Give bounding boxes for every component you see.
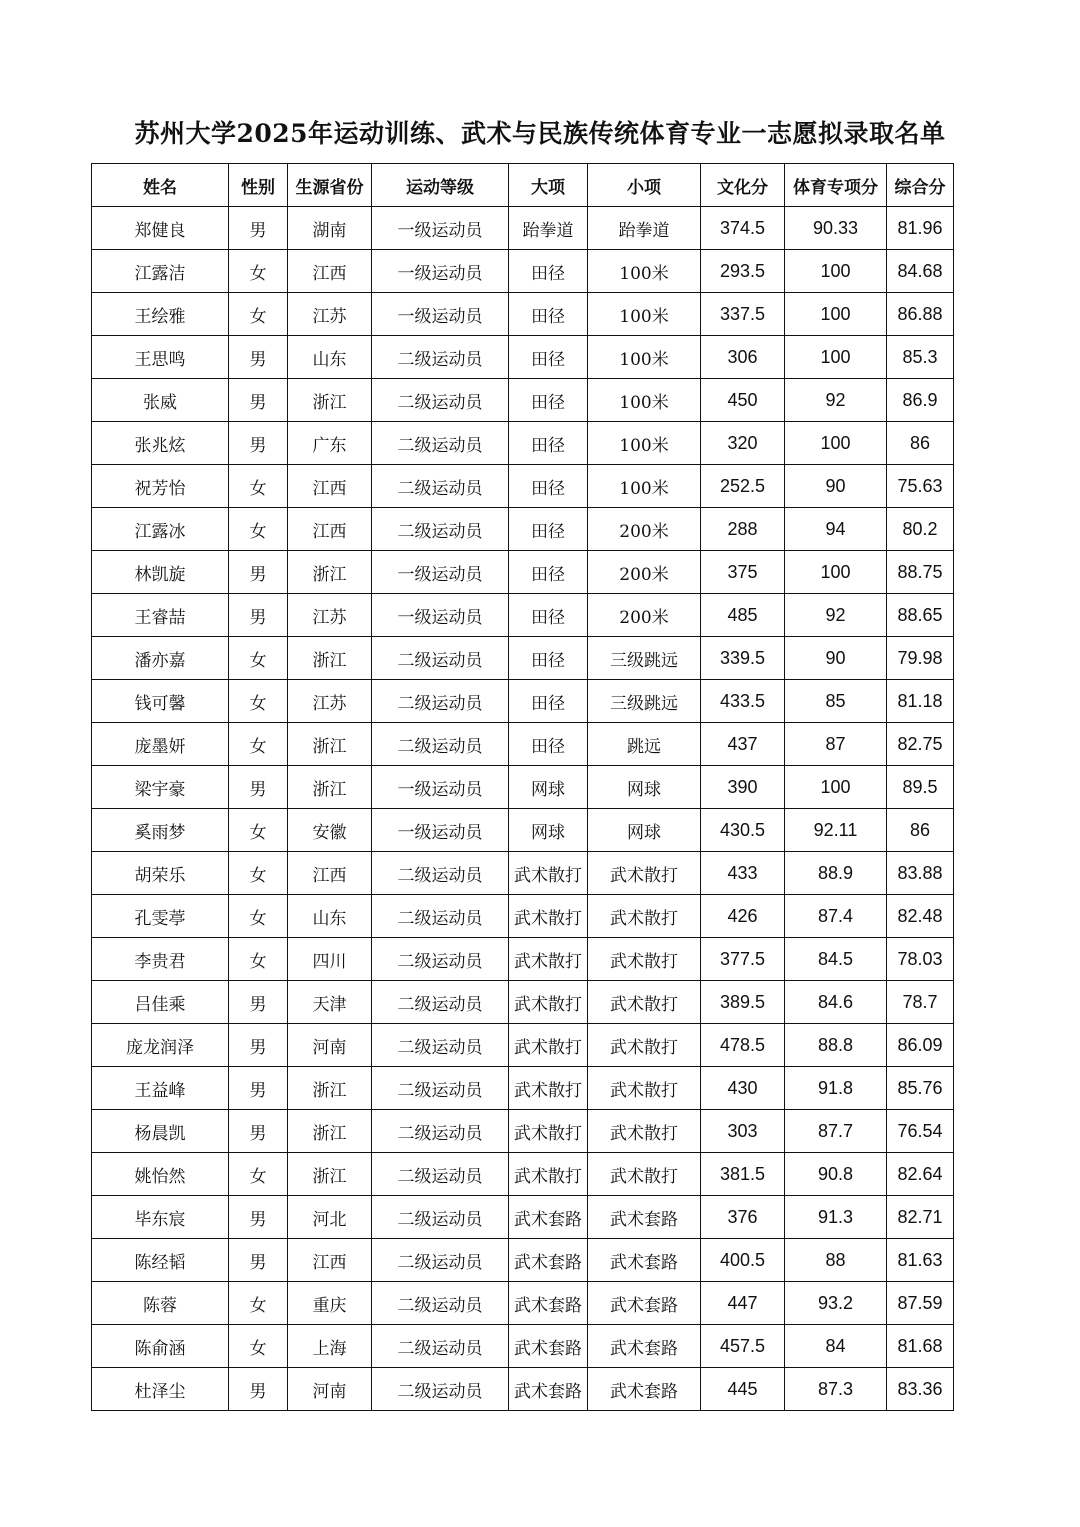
cell-province: 江西 <box>288 465 372 508</box>
cell-sub-event: 武术散打 <box>588 1024 701 1067</box>
cell-gender: 女 <box>229 723 288 766</box>
cell-athlete-level: 二级运动员 <box>372 1368 509 1411</box>
cell-gender: 女 <box>229 250 288 293</box>
cell-gender: 女 <box>229 809 288 852</box>
cell-sub-event: 100米 <box>588 250 701 293</box>
cell-sport-score: 88.8 <box>785 1024 887 1067</box>
cell-name: 江露洁 <box>92 250 229 293</box>
cell-name: 潘亦嘉 <box>92 637 229 680</box>
cell-name: 李贵君 <box>92 938 229 981</box>
cell-name: 王益峰 <box>92 1067 229 1110</box>
cell-gender: 男 <box>229 981 288 1024</box>
cell-sport-score: 100 <box>785 422 887 465</box>
cell-culture-score: 447 <box>701 1282 785 1325</box>
table-row <box>92 1368 954 1411</box>
table-row <box>92 1110 954 1153</box>
cell-name: 江露冰 <box>92 508 229 551</box>
cell-athlete-level: 二级运动员 <box>372 1110 509 1153</box>
cell-province: 河南 <box>288 1368 372 1411</box>
cell-culture-score: 381.5 <box>701 1153 785 1196</box>
cell-sub-event: 武术散打 <box>588 1067 701 1110</box>
cell-culture-score: 430 <box>701 1067 785 1110</box>
cell-total-score: 86 <box>887 422 954 465</box>
cell-total-score: 82.48 <box>887 895 954 938</box>
header-name: 姓名 <box>92 164 229 207</box>
cell-sub-event: 网球 <box>588 766 701 809</box>
cell-gender: 女 <box>229 895 288 938</box>
cell-sport-score: 100 <box>785 293 887 336</box>
cell-name: 庞墨妍 <box>92 723 229 766</box>
cell-province: 河南 <box>288 1024 372 1067</box>
header-total-score: 综合分 <box>887 164 954 207</box>
header-gender: 性别 <box>229 164 288 207</box>
cell-sub-event: 武术散打 <box>588 1110 701 1153</box>
cell-gender: 女 <box>229 680 288 723</box>
cell-name: 钱可馨 <box>92 680 229 723</box>
cell-province: 浙江 <box>288 551 372 594</box>
cell-culture-score: 478.5 <box>701 1024 785 1067</box>
cell-culture-score: 320 <box>701 422 785 465</box>
cell-gender: 男 <box>229 1239 288 1282</box>
cell-culture-score: 485 <box>701 594 785 637</box>
cell-athlete-level: 二级运动员 <box>372 465 509 508</box>
cell-sub-event: 武术散打 <box>588 852 701 895</box>
document-title: 苏州大学2025年运动训练、武术与民族传统体育专业一志愿拟录取名单 <box>134 119 946 148</box>
cell-name: 杨晨凯 <box>92 1110 229 1153</box>
cell-gender: 男 <box>229 766 288 809</box>
cell-athlete-level: 一级运动员 <box>372 250 509 293</box>
cell-major-event: 田径 <box>509 336 588 379</box>
cell-sport-score: 100 <box>785 336 887 379</box>
table-row <box>92 1067 954 1110</box>
cell-gender: 女 <box>229 1282 288 1325</box>
cell-sport-score: 92.11 <box>785 809 887 852</box>
cell-major-event: 田径 <box>509 594 588 637</box>
table-row <box>92 938 954 981</box>
cell-athlete-level: 一级运动员 <box>372 809 509 852</box>
cell-name: 孔雯葶 <box>92 895 229 938</box>
cell-athlete-level: 二级运动员 <box>372 895 509 938</box>
cell-province: 江西 <box>288 250 372 293</box>
table-row <box>92 250 954 293</box>
cell-athlete-level: 二级运动员 <box>372 1325 509 1368</box>
cell-athlete-level: 一级运动员 <box>372 293 509 336</box>
cell-sport-score: 92 <box>785 594 887 637</box>
cell-sport-score: 90 <box>785 637 887 680</box>
cell-athlete-level: 二级运动员 <box>372 422 509 465</box>
cell-name: 张威 <box>92 379 229 422</box>
cell-province: 重庆 <box>288 1282 372 1325</box>
cell-culture-score: 390 <box>701 766 785 809</box>
cell-culture-score: 433.5 <box>701 680 785 723</box>
cell-major-event: 武术散打 <box>509 1153 588 1196</box>
table-row <box>92 293 954 336</box>
table-row <box>92 895 954 938</box>
cell-culture-score: 337.5 <box>701 293 785 336</box>
cell-gender: 女 <box>229 1153 288 1196</box>
cell-culture-score: 457.5 <box>701 1325 785 1368</box>
admission-table <box>91 163 954 1411</box>
cell-culture-score: 306 <box>701 336 785 379</box>
cell-culture-score: 339.5 <box>701 637 785 680</box>
cell-major-event: 武术散打 <box>509 1024 588 1067</box>
cell-name: 陈蓉 <box>92 1282 229 1325</box>
cell-total-score: 84.68 <box>887 250 954 293</box>
cell-total-score: 88.75 <box>887 551 954 594</box>
cell-name: 毕东宸 <box>92 1196 229 1239</box>
cell-culture-score: 376 <box>701 1196 785 1239</box>
cell-total-score: 80.2 <box>887 508 954 551</box>
cell-sub-event: 武术套路 <box>588 1196 701 1239</box>
cell-name: 胡荣乐 <box>92 852 229 895</box>
cell-name: 梁宇豪 <box>92 766 229 809</box>
cell-athlete-level: 二级运动员 <box>372 1024 509 1067</box>
cell-name: 祝芳怡 <box>92 465 229 508</box>
cell-athlete-level: 二级运动员 <box>372 637 509 680</box>
cell-gender: 女 <box>229 465 288 508</box>
cell-athlete-level: 二级运动员 <box>372 379 509 422</box>
cell-province: 江苏 <box>288 293 372 336</box>
cell-gender: 女 <box>229 293 288 336</box>
cell-province: 江西 <box>288 852 372 895</box>
cell-province: 江苏 <box>288 680 372 723</box>
table-body <box>92 207 954 1411</box>
cell-total-score: 81.68 <box>887 1325 954 1368</box>
cell-athlete-level: 一级运动员 <box>372 551 509 594</box>
cell-name: 吕佳乘 <box>92 981 229 1024</box>
cell-athlete-level: 二级运动员 <box>372 508 509 551</box>
table-row <box>92 981 954 1024</box>
cell-gender: 男 <box>229 207 288 250</box>
cell-gender: 男 <box>229 1024 288 1067</box>
cell-gender: 女 <box>229 938 288 981</box>
cell-name: 姚怡然 <box>92 1153 229 1196</box>
cell-culture-score: 426 <box>701 895 785 938</box>
table-row <box>92 379 954 422</box>
cell-total-score: 83.36 <box>887 1368 954 1411</box>
cell-major-event: 网球 <box>509 809 588 852</box>
cell-sport-score: 88.9 <box>785 852 887 895</box>
cell-athlete-level: 二级运动员 <box>372 1067 509 1110</box>
cell-major-event: 田径 <box>509 551 588 594</box>
cell-culture-score: 303 <box>701 1110 785 1153</box>
cell-total-score: 81.96 <box>887 207 954 250</box>
cell-sport-score: 87 <box>785 723 887 766</box>
cell-province: 山东 <box>288 895 372 938</box>
cell-culture-score: 252.5 <box>701 465 785 508</box>
cell-culture-score: 288 <box>701 508 785 551</box>
cell-culture-score: 293.5 <box>701 250 785 293</box>
cell-total-score: 78.7 <box>887 981 954 1024</box>
cell-major-event: 武术套路 <box>509 1325 588 1368</box>
table-row <box>92 422 954 465</box>
header-sport-score: 体育专项分 <box>785 164 887 207</box>
cell-name: 郑健良 <box>92 207 229 250</box>
cell-total-score: 89.5 <box>887 766 954 809</box>
table-row <box>92 809 954 852</box>
cell-gender: 男 <box>229 379 288 422</box>
cell-province: 四川 <box>288 938 372 981</box>
cell-total-score: 81.18 <box>887 680 954 723</box>
cell-sport-score: 90 <box>785 465 887 508</box>
cell-sport-score: 91.3 <box>785 1196 887 1239</box>
cell-gender: 男 <box>229 594 288 637</box>
cell-name: 王思鸣 <box>92 336 229 379</box>
cell-gender: 男 <box>229 1110 288 1153</box>
cell-sport-score: 94 <box>785 508 887 551</box>
cell-total-score: 82.71 <box>887 1196 954 1239</box>
cell-sub-event: 武术散打 <box>588 895 701 938</box>
cell-province: 上海 <box>288 1325 372 1368</box>
cell-name: 陈俞涵 <box>92 1325 229 1368</box>
table-row <box>92 680 954 723</box>
cell-major-event: 武术套路 <box>509 1282 588 1325</box>
table-row <box>92 1239 954 1282</box>
cell-total-score: 82.64 <box>887 1153 954 1196</box>
cell-name: 王绘雅 <box>92 293 229 336</box>
cell-total-score: 83.88 <box>887 852 954 895</box>
cell-gender: 男 <box>229 336 288 379</box>
cell-sub-event: 武术套路 <box>588 1325 701 1368</box>
cell-total-score: 85.3 <box>887 336 954 379</box>
cell-total-score: 75.63 <box>887 465 954 508</box>
cell-sub-event: 三级跳远 <box>588 637 701 680</box>
cell-major-event: 田径 <box>509 422 588 465</box>
table-row <box>92 465 954 508</box>
cell-province: 天津 <box>288 981 372 1024</box>
cell-sub-event: 武术散打 <box>588 1153 701 1196</box>
cell-sub-event: 跆拳道 <box>588 207 701 250</box>
cell-major-event: 武术散打 <box>509 895 588 938</box>
cell-sub-event: 跳远 <box>588 723 701 766</box>
cell-culture-score: 445 <box>701 1368 785 1411</box>
cell-total-score: 76.54 <box>887 1110 954 1153</box>
cell-sub-event: 100米 <box>588 379 701 422</box>
cell-sport-score: 91.8 <box>785 1067 887 1110</box>
cell-name: 陈经韬 <box>92 1239 229 1282</box>
cell-sport-score: 90.33 <box>785 207 887 250</box>
cell-province: 河北 <box>288 1196 372 1239</box>
cell-total-score: 85.76 <box>887 1067 954 1110</box>
cell-province: 浙江 <box>288 637 372 680</box>
cell-name: 张兆炫 <box>92 422 229 465</box>
cell-province: 江苏 <box>288 594 372 637</box>
cell-sub-event: 三级跳远 <box>588 680 701 723</box>
cell-sport-score: 84 <box>785 1325 887 1368</box>
table-row <box>92 508 954 551</box>
cell-major-event: 田径 <box>509 379 588 422</box>
cell-athlete-level: 二级运动员 <box>372 938 509 981</box>
cell-total-score: 79.98 <box>887 637 954 680</box>
table-row <box>92 551 954 594</box>
cell-province: 浙江 <box>288 1067 372 1110</box>
cell-gender: 女 <box>229 508 288 551</box>
cell-sub-event: 武术套路 <box>588 1368 701 1411</box>
cell-major-event: 武术散打 <box>509 938 588 981</box>
cell-province: 安徽 <box>288 809 372 852</box>
cell-province: 浙江 <box>288 1110 372 1153</box>
cell-gender: 男 <box>229 1067 288 1110</box>
cell-total-score: 87.59 <box>887 1282 954 1325</box>
cell-major-event: 田径 <box>509 250 588 293</box>
cell-province: 浙江 <box>288 766 372 809</box>
cell-sub-event: 200米 <box>588 551 701 594</box>
cell-major-event: 田径 <box>509 723 588 766</box>
cell-athlete-level: 一级运动员 <box>372 207 509 250</box>
cell-sport-score: 87.3 <box>785 1368 887 1411</box>
table-row <box>92 723 954 766</box>
cell-athlete-level: 二级运动员 <box>372 1239 509 1282</box>
cell-culture-score: 430.5 <box>701 809 785 852</box>
cell-major-event: 田径 <box>509 465 588 508</box>
cell-major-event: 网球 <box>509 766 588 809</box>
table-row <box>92 336 954 379</box>
cell-sub-event: 200米 <box>588 594 701 637</box>
cell-athlete-level: 二级运动员 <box>372 336 509 379</box>
cell-sport-score: 88 <box>785 1239 887 1282</box>
cell-total-score: 86 <box>887 809 954 852</box>
cell-sport-score: 100 <box>785 250 887 293</box>
cell-sub-event: 200米 <box>588 508 701 551</box>
table-row <box>92 766 954 809</box>
cell-athlete-level: 二级运动员 <box>372 680 509 723</box>
cell-province: 浙江 <box>288 379 372 422</box>
table-row <box>92 594 954 637</box>
cell-sport-score: 100 <box>785 551 887 594</box>
cell-province: 广东 <box>288 422 372 465</box>
cell-sport-score: 93.2 <box>785 1282 887 1325</box>
cell-province: 江西 <box>288 1239 372 1282</box>
cell-total-score: 86.09 <box>887 1024 954 1067</box>
cell-total-score: 78.03 <box>887 938 954 981</box>
table-header-row <box>92 164 954 207</box>
cell-sub-event: 100米 <box>588 293 701 336</box>
cell-sub-event: 武术散打 <box>588 938 701 981</box>
cell-gender: 男 <box>229 422 288 465</box>
table-row <box>92 207 954 250</box>
cell-major-event: 田径 <box>509 680 588 723</box>
cell-province: 山东 <box>288 336 372 379</box>
cell-gender: 男 <box>229 1196 288 1239</box>
table-row <box>92 852 954 895</box>
cell-culture-score: 450 <box>701 379 785 422</box>
cell-gender: 男 <box>229 1368 288 1411</box>
cell-name: 杜泽尘 <box>92 1368 229 1411</box>
cell-athlete-level: 一级运动员 <box>372 766 509 809</box>
cell-major-event: 武术散打 <box>509 981 588 1024</box>
cell-major-event: 武术套路 <box>509 1196 588 1239</box>
cell-athlete-level: 二级运动员 <box>372 723 509 766</box>
cell-sport-score: 87.4 <box>785 895 887 938</box>
cell-total-score: 88.65 <box>887 594 954 637</box>
cell-athlete-level: 一级运动员 <box>372 594 509 637</box>
cell-athlete-level: 二级运动员 <box>372 852 509 895</box>
header-culture-score: 文化分 <box>701 164 785 207</box>
header-province: 生源省份 <box>288 164 372 207</box>
cell-sport-score: 85 <box>785 680 887 723</box>
cell-culture-score: 437 <box>701 723 785 766</box>
cell-major-event: 田径 <box>509 637 588 680</box>
cell-culture-score: 433 <box>701 852 785 895</box>
cell-major-event: 田径 <box>509 293 588 336</box>
cell-sub-event: 100米 <box>588 336 701 379</box>
cell-athlete-level: 二级运动员 <box>372 981 509 1024</box>
cell-major-event: 跆拳道 <box>509 207 588 250</box>
cell-athlete-level: 二级运动员 <box>372 1282 509 1325</box>
table-row <box>92 1325 954 1368</box>
cell-gender: 女 <box>229 1325 288 1368</box>
cell-sub-event: 武术套路 <box>588 1282 701 1325</box>
cell-sport-score: 100 <box>785 766 887 809</box>
cell-name: 奚雨梦 <box>92 809 229 852</box>
header-sub-event: 小项 <box>588 164 701 207</box>
cell-gender: 女 <box>229 637 288 680</box>
cell-total-score: 82.75 <box>887 723 954 766</box>
cell-sport-score: 87.7 <box>785 1110 887 1153</box>
cell-province: 浙江 <box>288 723 372 766</box>
table-row <box>92 637 954 680</box>
cell-major-event: 武术散打 <box>509 852 588 895</box>
header-athlete-level: 运动等级 <box>372 164 509 207</box>
cell-province: 江西 <box>288 508 372 551</box>
cell-province: 湖南 <box>288 207 372 250</box>
cell-athlete-level: 二级运动员 <box>372 1153 509 1196</box>
cell-culture-score: 375 <box>701 551 785 594</box>
cell-sport-score: 84.6 <box>785 981 887 1024</box>
cell-major-event: 武术散打 <box>509 1110 588 1153</box>
cell-total-score: 81.63 <box>887 1239 954 1282</box>
cell-sub-event: 网球 <box>588 809 701 852</box>
cell-total-score: 86.9 <box>887 379 954 422</box>
cell-culture-score: 377.5 <box>701 938 785 981</box>
cell-name: 庞龙润泽 <box>92 1024 229 1067</box>
cell-major-event: 武术散打 <box>509 1067 588 1110</box>
cell-sport-score: 84.5 <box>785 938 887 981</box>
cell-sub-event: 武术散打 <box>588 981 701 1024</box>
cell-gender: 女 <box>229 852 288 895</box>
cell-sport-score: 90.8 <box>785 1153 887 1196</box>
cell-province: 浙江 <box>288 1153 372 1196</box>
cell-major-event: 武术套路 <box>509 1239 588 1282</box>
cell-total-score: 86.88 <box>887 293 954 336</box>
table-row <box>92 1282 954 1325</box>
table-row <box>92 1024 954 1067</box>
cell-culture-score: 400.5 <box>701 1239 785 1282</box>
cell-sport-score: 92 <box>785 379 887 422</box>
cell-sub-event: 100米 <box>588 422 701 465</box>
cell-major-event: 武术套路 <box>509 1368 588 1411</box>
cell-sub-event: 100米 <box>588 465 701 508</box>
header-major-event: 大项 <box>509 164 588 207</box>
table-row <box>92 1196 954 1239</box>
cell-athlete-level: 二级运动员 <box>372 1196 509 1239</box>
cell-major-event: 田径 <box>509 508 588 551</box>
cell-culture-score: 389.5 <box>701 981 785 1024</box>
cell-culture-score: 374.5 <box>701 207 785 250</box>
table-row <box>92 1153 954 1196</box>
cell-gender: 男 <box>229 551 288 594</box>
cell-name: 林凯旋 <box>92 551 229 594</box>
cell-name: 王睿喆 <box>92 594 229 637</box>
cell-sub-event: 武术套路 <box>588 1239 701 1282</box>
